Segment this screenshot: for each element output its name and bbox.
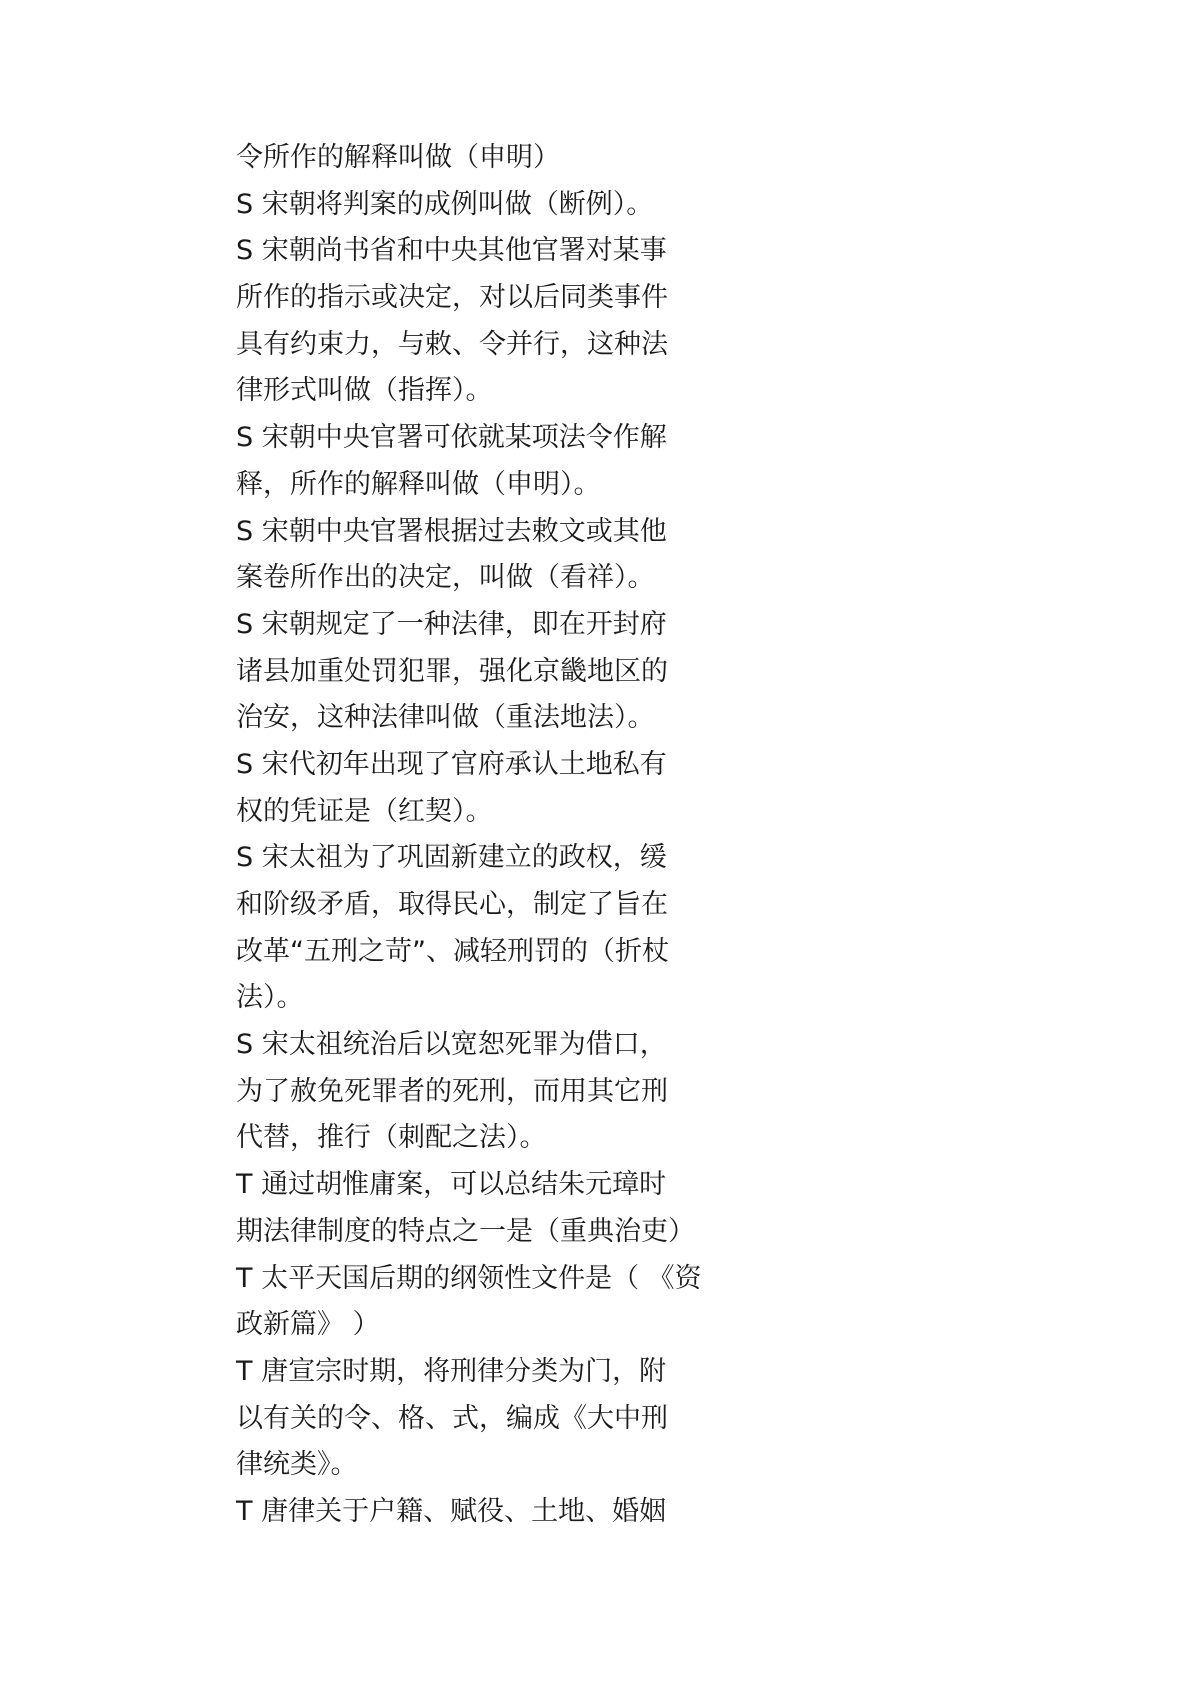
text-line: S 宋代初年出现了官府承认土地私有 — [236, 748, 667, 780]
text-line: 令所作的解释叫做（申明） — [236, 142, 560, 173]
text-line: T 通过胡惟庸案，可以总结朱元璋时 — [236, 1169, 667, 1201]
text-line: S 宋朝尚书省和中央其他官署对某事 — [236, 235, 667, 267]
text-line: 治安，这种法律叫做（重法地法）。 — [236, 702, 655, 734]
text-line: S 宋朝将判案的成例叫做（断例）。 — [236, 188, 654, 220]
text-line: 期法律制度的特点之一是（重典治吏） — [236, 1215, 695, 1247]
text-line: 权的凭证是（红契）。 — [236, 795, 493, 827]
text-line: 所作的指示或决定，对以后同类事件 — [236, 282, 668, 314]
text-line: 律形式叫做（指挥）。 — [236, 375, 493, 407]
text-line: 和阶级矛盾，取得民心，制定了旨在 — [236, 889, 668, 920]
text-line: S 宋太祖统治后以宽恕死罪为借口， — [236, 1029, 667, 1061]
text-line: 诸县加重处罚犯罪，强化京畿地区的 — [236, 655, 668, 687]
text-line: 律统类》。 — [236, 1449, 358, 1481]
text-line: S 宋朝中央官署根据过去敕文或其他 — [236, 515, 667, 547]
text-line: 政新篇》 ） — [236, 1309, 380, 1341]
text-line: S 宋朝中央官署可依就某项法令作解 — [236, 422, 667, 454]
text-line: 具有约束力，与敕、令并行，这种法 — [236, 328, 668, 360]
text-line: S 宋太祖为了巩固新建立的政权，缓 — [236, 842, 667, 874]
text-line: 代替，推行（刺配之法）。 — [236, 1122, 547, 1154]
text-line: T 太平天国后期的纲领性文件是（ 《资 — [236, 1262, 702, 1294]
text-line: 法）。 — [236, 982, 304, 1014]
text-line: S 宋朝规定了一种法律，即在开封府 — [236, 608, 667, 640]
text-line: T 唐宣宗时期，将刑律分类为门，附 — [236, 1355, 667, 1387]
text-line: 改革“五刑之苛”、减轻刑罚的（折杖 — [236, 935, 669, 967]
text-line: 释，所作的解释叫做（申明）。 — [236, 468, 601, 500]
text-line: 案卷所作出的决定，叫做（看祥）。 — [236, 562, 655, 594]
text-line: 以有关的令、格、式，编成《大中刑 — [236, 1402, 668, 1434]
body-text — [236, 135, 706, 1536]
text-line: 为了赦免死罪者的死刑，而用其它刑 — [236, 1075, 668, 1107]
text-line: T 唐律关于户籍、赋役、土地、婚姻 — [236, 1495, 667, 1527]
